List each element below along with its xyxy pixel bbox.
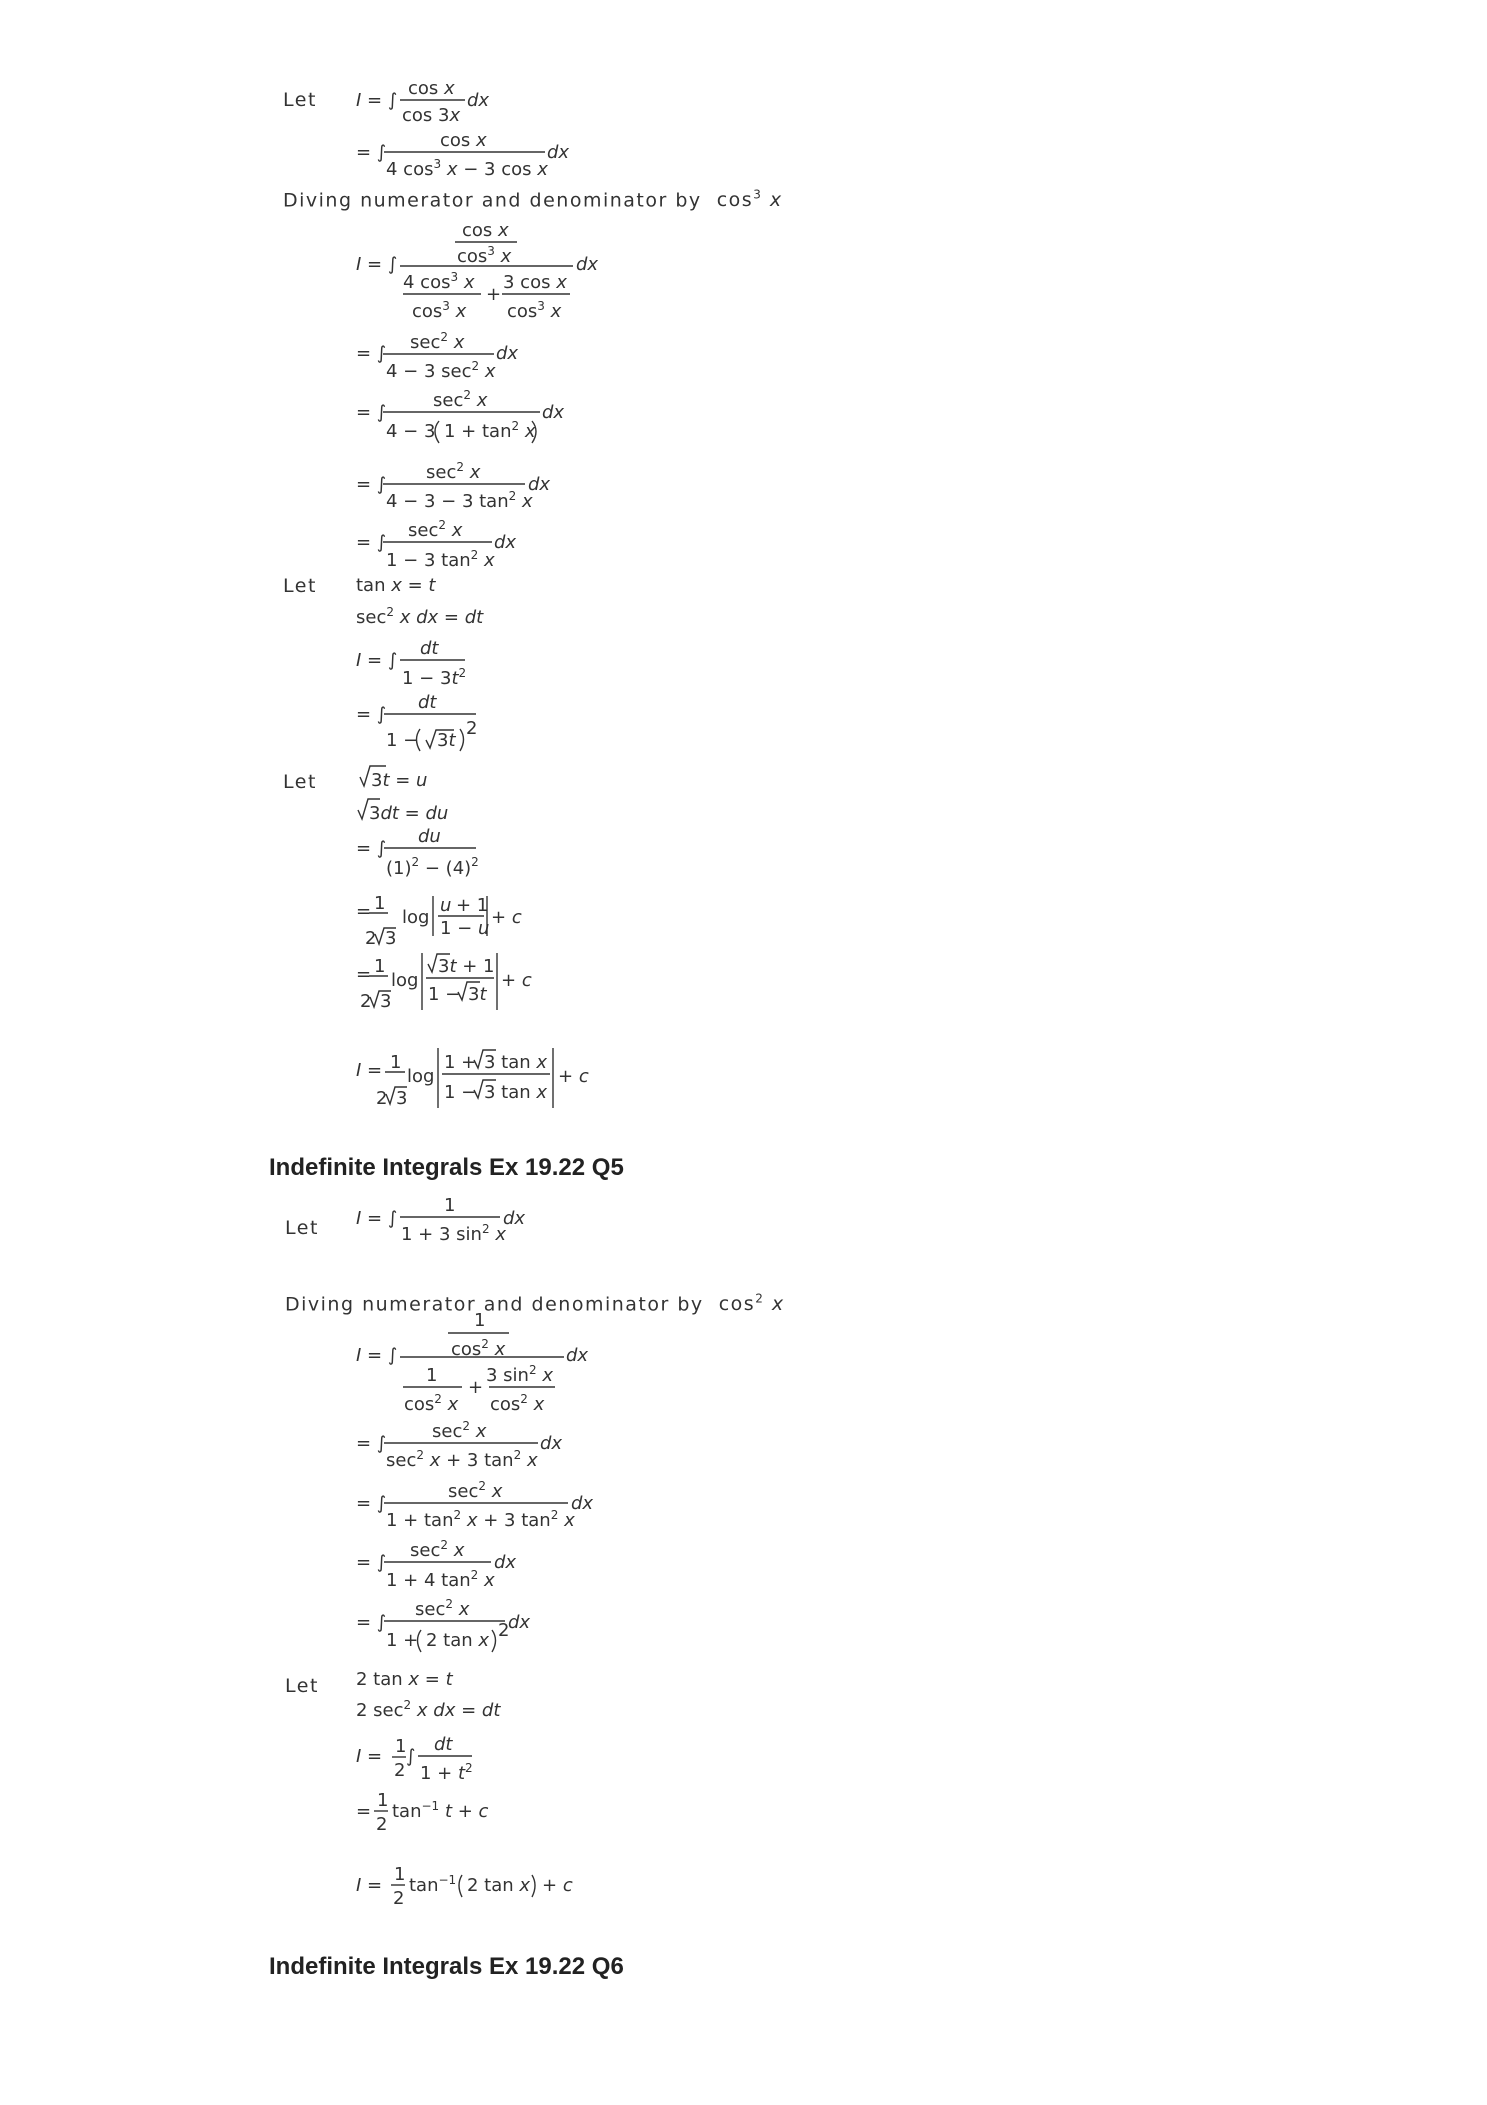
svg-text:=: = bbox=[356, 964, 372, 985]
svg-text:3 cos x: 3 cos x bbox=[503, 272, 567, 293]
svg-text:(1)2 − (4)2: $(1)^2 - (4)^2$ bbox=[386, 855, 479, 879]
equation bbox=[356, 1419, 562, 1471]
svg-text:= ∫: = ∫ bbox=[356, 838, 387, 859]
equation bbox=[356, 893, 522, 949]
svg-text:3 tan x: 3 tan x bbox=[484, 1082, 548, 1103]
svg-text:sec2 x: $\sec^2 x$ bbox=[433, 388, 488, 411]
svg-text:sec2 x: $\sec^2 x$ bbox=[408, 518, 463, 541]
svg-text:dt: dt bbox=[418, 692, 437, 713]
svg-text:I =: I = bbox=[356, 1060, 383, 1081]
svg-text:2: 2 bbox=[498, 1620, 510, 1641]
svg-text:2: 2 bbox=[365, 928, 377, 949]
svg-text:du: du bbox=[418, 826, 441, 847]
equation bbox=[356, 692, 477, 751]
svg-text:+ c: + c bbox=[542, 1875, 573, 1896]
svg-text:1 −: 1 − bbox=[444, 1082, 477, 1103]
svg-text:1 + tan2 x: $1 + \tan^2 x$ bbox=[444, 419, 536, 442]
svg-text:4 cos3 x − 3 cos x: 4 $\cos^3 x - 3$ cos x bbox=[386, 157, 548, 180]
svg-text:dx: dx bbox=[542, 402, 565, 423]
svg-text:dx: dx bbox=[496, 343, 519, 364]
svg-text:sec2 x: $\sec^2 x$ bbox=[448, 1479, 503, 1502]
equation bbox=[356, 330, 518, 382]
svg-text:+ c: + c bbox=[501, 970, 532, 991]
equation bbox=[356, 1479, 593, 1531]
svg-text:I =: I = bbox=[356, 1746, 383, 1767]
equation: 2 $\sec^2 x$ dx = dt bbox=[356, 1698, 501, 1721]
equation bbox=[356, 1195, 525, 1245]
let-label: Let bbox=[283, 771, 317, 793]
equation bbox=[356, 1310, 588, 1415]
let-label: Let bbox=[285, 1217, 319, 1239]
equation bbox=[356, 638, 466, 689]
let-label: Let bbox=[283, 89, 317, 111]
equation: 2 tan x = t bbox=[356, 1669, 453, 1690]
svg-text:cos2 x: $\cos^2 x$ bbox=[404, 1392, 459, 1415]
svg-text:= ∫: = ∫ bbox=[356, 1433, 387, 1454]
svg-text:= ∫: = ∫ bbox=[356, 704, 387, 725]
svg-text:1 − u: 1 − u bbox=[440, 918, 490, 939]
svg-text:dx: dx bbox=[508, 1612, 531, 1633]
let-label: Let bbox=[285, 1675, 319, 1697]
svg-text:I =: I = bbox=[356, 1875, 383, 1896]
let-label: Let bbox=[283, 575, 317, 597]
svg-text:u: u bbox=[440, 895, 452, 916]
svg-text:1: 1 bbox=[374, 893, 386, 914]
svg-text:= ∫: = ∫ bbox=[356, 343, 387, 364]
svg-text:cos2 x: $\cos^2 x$ bbox=[490, 1392, 545, 1415]
svg-text:cos3 x: $\cos^3 x$ bbox=[507, 299, 562, 322]
equation bbox=[356, 460, 550, 512]
svg-text:= ∫: = ∫ bbox=[356, 1612, 387, 1633]
svg-text:cos2 x: $\cos^2 x$ bbox=[451, 1337, 506, 1360]
svg-text:3dt = du: 3dt = du bbox=[369, 803, 449, 824]
svg-text:1: 1 bbox=[374, 956, 386, 977]
svg-text:1: 1 bbox=[395, 1736, 407, 1757]
svg-text:3 sin2 x: 3 $\sin^2 x$ bbox=[486, 1363, 553, 1386]
divide-note: Diving numerator and denominator by $\cos^3 x$ bbox=[283, 188, 783, 212]
svg-text:dt: dt bbox=[434, 1734, 453, 1755]
svg-text:4 − 3: 4 − 3 bbox=[386, 421, 436, 442]
svg-text:= ∫: = ∫ bbox=[356, 1552, 387, 1573]
svg-text:= ∫: = ∫ bbox=[356, 1493, 387, 1514]
section-heading: Indefinite Integrals Ex 19.22 Q6 bbox=[269, 1953, 624, 1980]
svg-text:tan−1: $\tan^{-1}$ bbox=[409, 1873, 457, 1896]
svg-text:1 +: 1 + bbox=[444, 1052, 477, 1073]
svg-text:sec2 x: $\sec^2 x$ bbox=[410, 330, 465, 353]
svg-text:log: log bbox=[407, 1066, 435, 1087]
section-heading: Indefinite Integrals Ex 19.22 Q5 bbox=[269, 1154, 624, 1181]
svg-text:dx: dx bbox=[576, 254, 599, 275]
svg-text:sec2 x + 3 tan2 x: $\sec^2 x + 3$ $\tan^2 x$ bbox=[386, 1448, 538, 1471]
equation bbox=[356, 1790, 489, 1835]
svg-text:3t = u: 3t = u bbox=[371, 770, 428, 791]
svg-text:1: 1 bbox=[474, 1310, 486, 1331]
svg-text:3: 3 bbox=[396, 1088, 408, 1109]
equation bbox=[356, 1864, 573, 1909]
svg-text:dx: dx bbox=[571, 1493, 594, 1514]
svg-text:2: 2 bbox=[360, 991, 372, 1012]
svg-text:2 tan x: 2 tan x bbox=[426, 1630, 490, 1651]
svg-text:cos3 x: $\cos^3 x$ bbox=[412, 299, 467, 322]
svg-text:sec2 x: $\sec^2 x$ bbox=[426, 460, 481, 483]
svg-text:dx: dx bbox=[540, 1433, 563, 1454]
svg-text:3: 3 bbox=[380, 991, 392, 1012]
svg-text:= ∫: = ∫ bbox=[356, 142, 387, 163]
svg-text:1: 1 bbox=[394, 1864, 406, 1885]
svg-text:2 tan x: 2 tan x bbox=[467, 1875, 531, 1896]
svg-text:1: 1 bbox=[426, 1365, 438, 1386]
svg-text:1 + 3 sin2 x: 1 + 3 $\sin^2 x$ bbox=[401, 1222, 506, 1245]
svg-text:1 − 3 tan2 x: 1 − 3 $\tan^2 x$ bbox=[386, 548, 495, 571]
svg-text:+ 1: + 1 bbox=[456, 895, 489, 916]
svg-text:dx: dx bbox=[528, 474, 551, 495]
svg-text:I = ∫: I = ∫ bbox=[356, 1208, 398, 1229]
svg-text:sec2 x: $\sec^2 x$ bbox=[432, 1419, 487, 1442]
svg-text:dx: dx bbox=[494, 1552, 517, 1573]
svg-text:= ∫: = ∫ bbox=[356, 402, 387, 423]
divide-note: Diving numerator and denominator by $\cos^2 x$ bbox=[285, 1292, 785, 1316]
svg-text:1 + 4 tan2 x: 1 + 4 $\tan^2 x$ bbox=[386, 1568, 495, 1591]
equation bbox=[356, 1734, 473, 1784]
svg-text:1: 1 bbox=[390, 1052, 402, 1073]
svg-text:1 −: 1 − bbox=[428, 984, 461, 1005]
svg-text:2: 2 bbox=[466, 718, 478, 739]
svg-text:1 − 3t2: $1 - 3t^2$ bbox=[402, 666, 467, 689]
svg-text:3 tan x: 3 tan x bbox=[484, 1052, 548, 1073]
svg-text:dx: dx bbox=[547, 142, 570, 163]
svg-text:∫: ∫ bbox=[406, 1746, 416, 1767]
svg-text:I = ∫: I = ∫ bbox=[356, 650, 398, 671]
equation: $\sec^2 x$ dx = dt bbox=[356, 605, 484, 628]
svg-text:1 + t2: $1 + t^2$ bbox=[420, 1761, 473, 1784]
svg-text:= ∫: = ∫ bbox=[356, 532, 387, 553]
equation bbox=[356, 518, 516, 571]
svg-text:I = ∫: I = ∫ bbox=[356, 90, 398, 111]
equation bbox=[356, 220, 598, 322]
svg-text:3t + 1: 3t + 1 bbox=[438, 956, 495, 977]
svg-text:dx: dx bbox=[467, 90, 490, 111]
equation bbox=[356, 388, 564, 443]
svg-text:dt: dt bbox=[420, 638, 439, 659]
equation bbox=[360, 766, 427, 791]
svg-text:I = ∫: I = ∫ bbox=[356, 254, 398, 275]
svg-text:sec2 x: $\sec^2 x$ bbox=[415, 1597, 470, 1620]
svg-text:4 − 3 sec2 x: 4 − 3 $\sec^2 x$ bbox=[386, 359, 496, 382]
svg-text:cos x: cos x bbox=[440, 130, 487, 151]
svg-text:4 − 3 − 3 tan2 x: 4 − 3 − 3 $\tan^2 x$ bbox=[386, 489, 533, 512]
equation bbox=[356, 826, 479, 879]
equation bbox=[356, 953, 532, 1012]
svg-text:dx: dx bbox=[494, 532, 517, 553]
equation bbox=[356, 1538, 516, 1591]
svg-text:2: 2 bbox=[393, 1888, 405, 1909]
svg-text:cos x: cos x bbox=[408, 78, 455, 99]
svg-text:1: 1 bbox=[444, 1195, 456, 1216]
svg-text:3t: 3t bbox=[468, 984, 487, 1005]
svg-text:cos3 x: $\cos^3 x$ bbox=[457, 244, 512, 267]
svg-text:1: 1 bbox=[377, 1790, 389, 1811]
svg-text:+ c: + c bbox=[491, 907, 522, 928]
equation bbox=[356, 1597, 530, 1652]
svg-text:+: + bbox=[486, 284, 502, 305]
svg-text:4 cos3 x: 4 $\cos^3 x$ bbox=[403, 270, 475, 293]
svg-text:2: 2 bbox=[376, 1088, 388, 1109]
equation bbox=[358, 799, 448, 824]
svg-text:=: = bbox=[356, 1801, 372, 1822]
svg-text:I = ∫: I = ∫ bbox=[356, 1345, 398, 1366]
svg-text:1 +: 1 + bbox=[386, 1630, 419, 1651]
svg-text:tan−1 t + c: $\tan^{-1} t + c$ bbox=[392, 1799, 489, 1822]
svg-text:dx: dx bbox=[503, 1208, 526, 1229]
equation bbox=[356, 1048, 589, 1109]
svg-text:+ c: + c bbox=[558, 1066, 589, 1087]
svg-text:log: log bbox=[391, 970, 419, 991]
svg-text:1 −: 1 − bbox=[386, 730, 419, 751]
svg-text:=: = bbox=[356, 901, 372, 922]
svg-text:3: 3 bbox=[385, 928, 397, 949]
equation bbox=[356, 130, 569, 180]
svg-text:2: 2 bbox=[376, 1814, 388, 1835]
svg-text:sec2 x: $\sec^2 x$ bbox=[410, 1538, 465, 1561]
svg-text:log: log bbox=[402, 907, 430, 928]
equation: tan x = t bbox=[356, 575, 436, 596]
equation bbox=[356, 78, 489, 126]
svg-text:dx: dx bbox=[566, 1345, 589, 1366]
svg-text:3t: 3t bbox=[437, 730, 456, 751]
svg-text:+: + bbox=[468, 1377, 484, 1398]
svg-text:1 + tan2 x + 3 tan2 x: $1 + \tan^2 x + 3$ $\tan^2 x$ bbox=[386, 1508, 575, 1531]
svg-text:2: 2 bbox=[394, 1760, 406, 1781]
svg-text:= ∫: = ∫ bbox=[356, 474, 387, 495]
svg-text:cos 3x: cos 3x bbox=[402, 105, 461, 126]
svg-text:cos x: cos x bbox=[462, 220, 509, 241]
